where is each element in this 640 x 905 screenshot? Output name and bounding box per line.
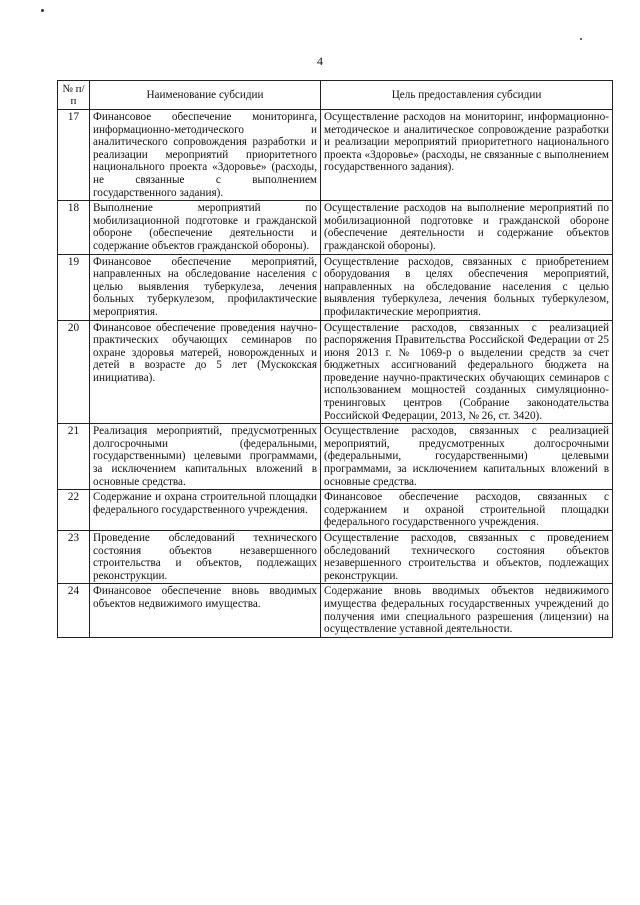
row-number: 18 <box>58 201 90 254</box>
subsidy-goal: Осуществление расходов, связанных с реализацией распоряжения Правительства Российской Федерации от 25 июня 2013 г. № 1069-р о выделении средств за счет бюджетных ассигнований федерального бюджета на проведение научно-практических обучающих семинаров с использованием мощностей созданных симуляционно-тренинговых центров (Собрание законодательства Российской Федерации, 2013, № 26, ст. 3420). <box>321 320 613 424</box>
table-row <box>58 424 613 490</box>
subsidy-name: Финансовое обеспечение мониторинга, информационно-методического и аналитического сопровождения разработки и реализации мероприятий приоритетного национального проекта «Здоровье» (расходы, не связанные с выполнением государственного задания). <box>90 110 321 201</box>
table-row <box>58 320 613 424</box>
subsidy-goal: Осуществление расходов на выполнение мероприятий по мобилизационной подготовке и гражданской обороне (обеспечение деятельности и содержание объектов гражданской обороны). <box>321 201 613 254</box>
table-row <box>58 201 613 254</box>
subsidy-goal: Финансовое обеспечение расходов, связанных с содержанием и охраной строительной площадки федерального государственного учреждения. <box>321 490 613 531</box>
subsidy-name: Выполнение мероприятий по мобилизационной подготовке и гражданской обороне (обеспечение деятельности и содержание объектов гражданской обороны). <box>90 201 321 254</box>
table-row <box>58 110 613 201</box>
subsidy-name: Финансовое обеспечение проведения научно-практических обучающих семинаров по охране здоровья матерей, новорожденных и детей в возрасте до 5 лет (Мускокская инициатива). <box>90 320 321 424</box>
subsidy-goal: Осуществление расходов на мониторинг, информационно-методическое и аналитическое сопровождение разработки и реализации мероприятий приоритетного национального проекта «Здоровье» (расходы, не связанные с выполнением государственного задания). <box>321 110 613 201</box>
table-row <box>58 531 613 584</box>
row-number: 19 <box>58 254 90 320</box>
page-number: 4 <box>317 54 323 68</box>
subsidy-name: Финансовое обеспечение вновь вводимых объектов недвижимого имущества. <box>90 584 321 637</box>
row-number: 20 <box>58 320 90 424</box>
row-number: 24 <box>58 584 90 637</box>
subsidies-table <box>57 80 613 638</box>
column-header-number: № п/п <box>58 81 90 110</box>
row-number: 21 <box>58 424 90 490</box>
table-row <box>58 584 613 637</box>
column-header-name: Наименование субсидии <box>90 81 321 110</box>
row-number: 22 <box>58 490 90 531</box>
row-number: 23 <box>58 531 90 584</box>
subsidy-name: Финансовое обеспечение мероприятий, направленных на обследование населения с целью выявления туберкулеза, лечения больных туберкулезом, профилактические мероприятия. <box>90 254 321 320</box>
column-header-goal: Цель предоставления субсидии <box>321 81 613 110</box>
subsidy-goal: Осуществление расходов, связанных с приобретением оборудования в целях обеспечения мероприятий, направленных на обследование населения с целью выявления туберкулеза, лечения больных туберкулезом, профилактические мероприятия. <box>321 254 613 320</box>
subsidy-name: Реализация мероприятий, предусмотренных долгосрочными (федеральными, государственными) целевыми программами, за исключением капитальных вложений в основные средства. <box>90 424 321 490</box>
subsidy-goal: Осуществление расходов, связанных с проведением обследований технического состояния объектов незавершенного строительства и объектов, подлежащих реконструкции. <box>321 531 613 584</box>
table-header-row <box>58 81 613 110</box>
row-number: 17 <box>58 110 90 201</box>
subsidy-goal: Содержание вновь вводимых объектов недвижимого имущества федеральных государственных учреждений до получения ими специального разрешения (лицензии) на осуществление уставной деятельности. <box>321 584 613 637</box>
table-row <box>58 490 613 531</box>
table-row <box>58 254 613 320</box>
scan-speck <box>580 38 582 40</box>
subsidy-name: Проведение обследований технического состояния объектов незавершенного строительства и объектов, подлежащих реконструкции. <box>90 531 321 584</box>
subsidy-name: Содержание и охрана строительной площадки федерального государственного учреждения. <box>90 490 321 531</box>
scan-speck <box>41 9 44 12</box>
subsidy-goal: Осуществление расходов, связанных с реализацией мероприятий, предусмотренных долгосрочными (федеральными, государственными) целевыми программами, за исключением капитальных вложений в основные средства. <box>321 424 613 490</box>
